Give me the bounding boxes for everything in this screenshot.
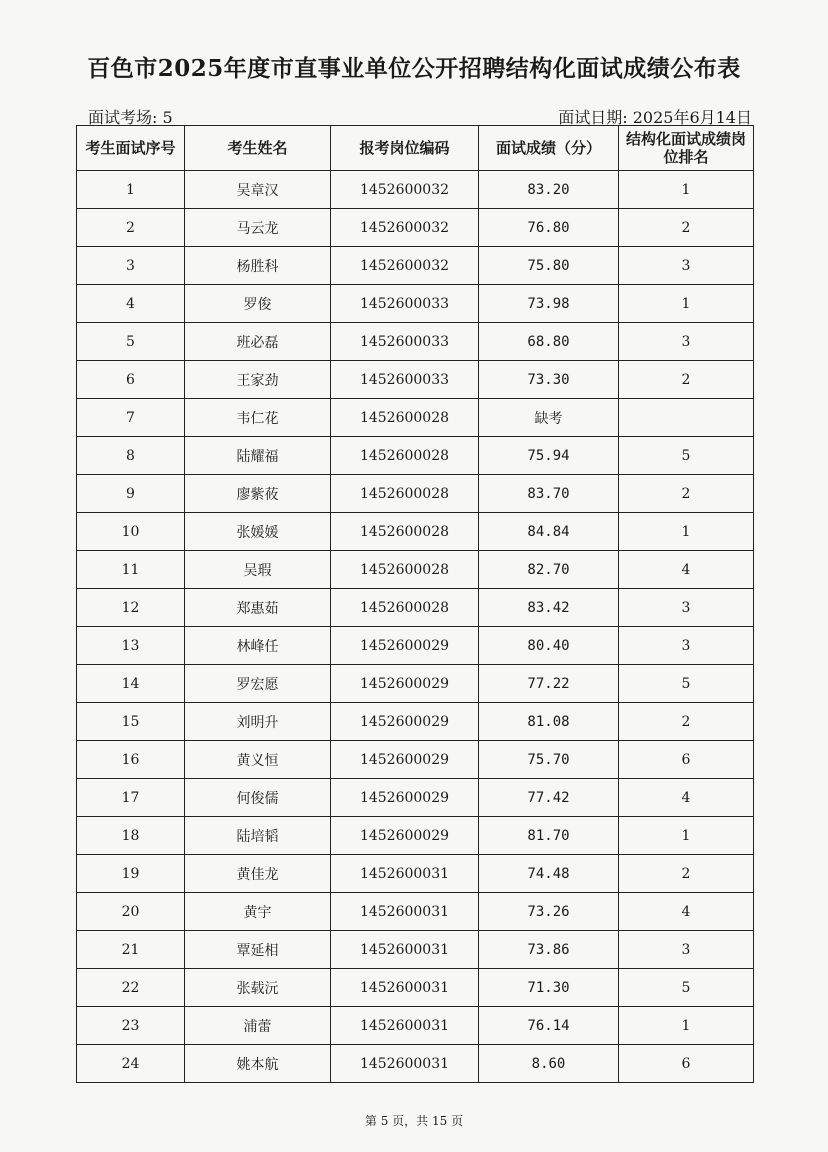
cell-seq: 11 (77, 551, 185, 589)
cell-rank: 1 (619, 1007, 754, 1045)
cell-seq: 22 (77, 969, 185, 1007)
cell-rank: 1 (619, 817, 754, 855)
cell-score: 73.30 (479, 361, 619, 399)
cell-rank: 2 (619, 855, 754, 893)
table-row (77, 437, 754, 475)
cell-code: 1452600029 (331, 817, 479, 855)
cell-seq: 24 (77, 1045, 185, 1083)
cell-code: 1452600033 (331, 285, 479, 323)
cell-rank: 4 (619, 551, 754, 589)
table-row (77, 893, 754, 931)
cell-name: 刘明升 (185, 703, 331, 741)
cell-seq: 20 (77, 893, 185, 931)
cell-score: 75.80 (479, 247, 619, 285)
cell-seq: 9 (77, 475, 185, 513)
cell-seq: 10 (77, 513, 185, 551)
cell-rank: 4 (619, 893, 754, 931)
cell-name: 王家劲 (185, 361, 331, 399)
cell-score: 77.42 (479, 779, 619, 817)
cell-name: 何俊儒 (185, 779, 331, 817)
cell-seq: 6 (77, 361, 185, 399)
cell-score: 缺考 (479, 399, 619, 437)
table-header-row (77, 126, 754, 171)
table-row (77, 513, 754, 551)
table-row (77, 1007, 754, 1045)
cell-score: 75.94 (479, 437, 619, 475)
table-row (77, 855, 754, 893)
table-row (77, 779, 754, 817)
cell-name: 罗宏愿 (185, 665, 331, 703)
cell-name: 陆耀福 (185, 437, 331, 475)
cell-score: 83.70 (479, 475, 619, 513)
cell-code: 1452600029 (331, 703, 479, 741)
cell-seq: 19 (77, 855, 185, 893)
cell-score: 8.60 (479, 1045, 619, 1083)
cell-seq: 15 (77, 703, 185, 741)
cell-score: 83.42 (479, 589, 619, 627)
cell-code: 1452600031 (331, 931, 479, 969)
cell-code: 1452600029 (331, 779, 479, 817)
cell-code: 1452600028 (331, 551, 479, 589)
table-row (77, 817, 754, 855)
cell-name: 吴章汉 (185, 171, 331, 209)
cell-seq: 13 (77, 627, 185, 665)
cell-score: 68.80 (479, 323, 619, 361)
table-row (77, 969, 754, 1007)
cell-name: 郑惠茹 (185, 589, 331, 627)
cell-seq: 2 (77, 209, 185, 247)
table-row (77, 247, 754, 285)
cell-code: 1452600032 (331, 171, 479, 209)
cell-score: 71.30 (479, 969, 619, 1007)
cell-code: 1452600028 (331, 437, 479, 475)
cell-score: 73.26 (479, 893, 619, 931)
table-row (77, 475, 754, 513)
cell-code: 1452600028 (331, 513, 479, 551)
cell-name: 班必磊 (185, 323, 331, 361)
cell-score: 73.98 (479, 285, 619, 323)
cell-name: 吴瑕 (185, 551, 331, 589)
cell-code: 1452600031 (331, 893, 479, 931)
cell-seq: 1 (77, 171, 185, 209)
table-row (77, 1045, 754, 1083)
exam-date-label: 面试日期: 2025年6月14日 (558, 108, 752, 127)
cell-name: 张媛媛 (185, 513, 331, 551)
exam-room-label: 面试考场: 5 (88, 108, 173, 127)
cell-score: 73.86 (479, 931, 619, 969)
cell-score: 83.20 (479, 171, 619, 209)
cell-score: 80.40 (479, 627, 619, 665)
cell-seq: 14 (77, 665, 185, 703)
cell-code: 1452600028 (331, 589, 479, 627)
cell-score: 74.48 (479, 855, 619, 893)
table-row (77, 361, 754, 399)
score-table (76, 125, 754, 1083)
cell-rank: 1 (619, 285, 754, 323)
cell-seq: 21 (77, 931, 185, 969)
header-name: 考生姓名 (185, 126, 331, 171)
cell-score: 82.70 (479, 551, 619, 589)
cell-name: 黄宇 (185, 893, 331, 931)
cell-rank: 2 (619, 475, 754, 513)
cell-rank: 1 (619, 513, 754, 551)
cell-name: 林峰任 (185, 627, 331, 665)
cell-seq: 17 (77, 779, 185, 817)
cell-rank: 3 (619, 589, 754, 627)
cell-rank: 5 (619, 665, 754, 703)
cell-rank: 2 (619, 209, 754, 247)
cell-code: 1452600032 (331, 209, 479, 247)
cell-seq: 23 (77, 1007, 185, 1045)
cell-code: 1452600033 (331, 323, 479, 361)
cell-rank: 3 (619, 323, 754, 361)
table-row (77, 931, 754, 969)
cell-code: 1452600029 (331, 741, 479, 779)
cell-score: 75.70 (479, 741, 619, 779)
cell-code: 1452600032 (331, 247, 479, 285)
cell-name: 韦仁花 (185, 399, 331, 437)
cell-seq: 18 (77, 817, 185, 855)
cell-seq: 4 (77, 285, 185, 323)
cell-rank: 6 (619, 741, 754, 779)
cell-rank: 4 (619, 779, 754, 817)
cell-rank: 1 (619, 171, 754, 209)
cell-rank: 6 (619, 1045, 754, 1083)
table-body (77, 171, 754, 1083)
cell-score: 81.08 (479, 703, 619, 741)
header-score: 面试成绩（分） (479, 126, 619, 171)
cell-name: 黄佳龙 (185, 855, 331, 893)
cell-code: 1452600031 (331, 969, 479, 1007)
header-code: 报考岗位编码 (331, 126, 479, 171)
cell-seq: 3 (77, 247, 185, 285)
cell-seq: 12 (77, 589, 185, 627)
cell-score: 81.70 (479, 817, 619, 855)
cell-score: 76.14 (479, 1007, 619, 1045)
header-rank: 结构化面试成绩岗位排名 (619, 126, 754, 171)
cell-name: 张载沅 (185, 969, 331, 1007)
cell-name: 廖紫莜 (185, 475, 331, 513)
page-title: 百色市2025年度市直事业单位公开招聘结构化面试成绩公布表 (87, 55, 741, 82)
cell-code: 1452600029 (331, 665, 479, 703)
cell-name: 覃延相 (185, 931, 331, 969)
cell-seq: 5 (77, 323, 185, 361)
table-row (77, 741, 754, 779)
table-row (77, 285, 754, 323)
cell-code: 1452600029 (331, 627, 479, 665)
cell-rank: 5 (619, 437, 754, 475)
cell-code: 1452600028 (331, 399, 479, 437)
cell-code: 1452600031 (331, 855, 479, 893)
cell-score: 77.22 (479, 665, 619, 703)
table-row (77, 323, 754, 361)
cell-rank: 2 (619, 703, 754, 741)
cell-rank: 3 (619, 247, 754, 285)
cell-rank: 3 (619, 931, 754, 969)
cell-code: 1452600031 (331, 1007, 479, 1045)
cell-seq: 16 (77, 741, 185, 779)
table-row (77, 399, 754, 437)
cell-score: 76.80 (479, 209, 619, 247)
cell-rank: 2 (619, 361, 754, 399)
table-row (77, 551, 754, 589)
table-row (77, 209, 754, 247)
cell-name: 陆培韬 (185, 817, 331, 855)
cell-code: 1452600033 (331, 361, 479, 399)
cell-name: 马云龙 (185, 209, 331, 247)
table-row (77, 171, 754, 209)
cell-seq: 8 (77, 437, 185, 475)
header-seq: 考生面试序号 (77, 126, 185, 171)
table-row (77, 665, 754, 703)
cell-rank (619, 399, 754, 437)
cell-name: 罗俊 (185, 285, 331, 323)
cell-seq: 7 (77, 399, 185, 437)
cell-code: 1452600031 (331, 1045, 479, 1083)
table-row (77, 589, 754, 627)
table-row (77, 703, 754, 741)
table-row (77, 627, 754, 665)
cell-score: 84.84 (479, 513, 619, 551)
cell-rank: 3 (619, 627, 754, 665)
cell-rank: 5 (619, 969, 754, 1007)
cell-code: 1452600028 (331, 475, 479, 513)
cell-name: 浦蕾 (185, 1007, 331, 1045)
page-number: 第 5 页，共 15 页 (364, 1114, 464, 1128)
cell-name: 姚本航 (185, 1045, 331, 1083)
cell-name: 杨胜科 (185, 247, 331, 285)
cell-name: 黄义恒 (185, 741, 331, 779)
